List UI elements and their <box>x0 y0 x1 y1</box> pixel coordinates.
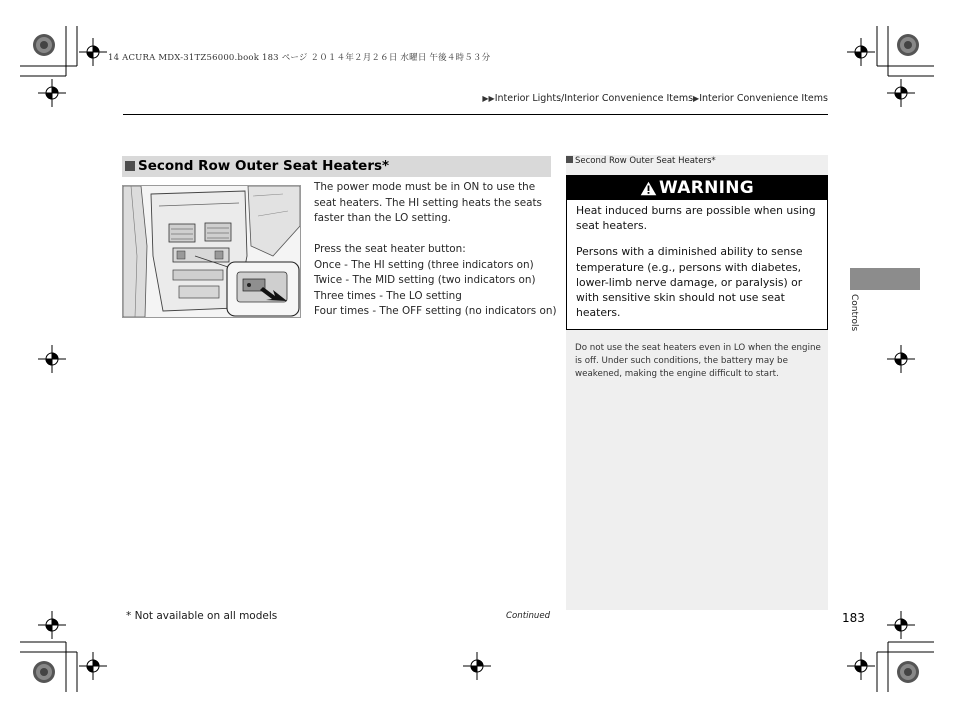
main-text-line: faster than the LO setting. <box>314 212 451 224</box>
chapter-tab-text: Controls <box>849 294 859 332</box>
breadcrumb-link-convenience[interactable]: Interior Convenience Items <box>699 93 828 104</box>
breadcrumb-arrows: ▶▶ <box>482 94 495 103</box>
main-text-line: seat heaters. The HI setting heats the seats <box>314 196 542 209</box>
main-text-line: Three times - The LO setting <box>314 289 462 302</box>
sidebar-heading-text: Second Row Outer Seat Heaters* <box>575 156 716 166</box>
warning-triangle-icon <box>640 181 657 196</box>
seat-heater-drawing <box>123 186 300 317</box>
main-instructions <box>314 180 557 320</box>
section-heading-bar <box>122 156 551 177</box>
warning-header <box>567 176 827 200</box>
main-text-line: Press the seat heater button: <box>314 243 466 255</box>
chapter-tab[interactable] <box>850 268 920 290</box>
chapter-tab-label <box>845 290 865 350</box>
main-text-line: Once - The HI setting (three indicators on) <box>314 258 534 271</box>
page-number: 183 <box>842 611 865 625</box>
warning-paragraph: Heat induced burns are possible when using seat heaters. <box>576 204 816 233</box>
sidebar-note: Do not use the seat heaters even in LO when the engine is off. Under such conditions, the battery may be weakened, making the engine difficult to start. <box>575 343 821 379</box>
header-rule <box>123 114 828 115</box>
breadcrumb <box>482 93 828 104</box>
warning-label: WARNING <box>658 178 755 198</box>
section-title: Second Row Outer Seat Heaters* <box>138 158 390 174</box>
main-text-line: Four times - The OFF setting (no indicators on) <box>314 305 557 317</box>
print-info-line: 14 ACURA MDX-31TZ56000.book 183 ページ ２０１４年２月２６日 水曜日 午後４時５３分 <box>108 53 491 63</box>
main-text-line: The power mode must be in ON to use the <box>314 181 536 193</box>
warning-box <box>566 175 828 330</box>
sidebar-heading <box>566 156 716 166</box>
breadcrumb-link-lights[interactable]: Interior Lights/Interior Convenience Items <box>494 93 694 104</box>
warning-text <box>576 203 822 331</box>
footnote: * Not available on all models <box>126 610 278 622</box>
continued-label: Continued <box>506 611 551 621</box>
main-text-line: Twice - The MID setting (two indicators on) <box>314 274 536 286</box>
breadcrumb-separator: ▶ <box>693 94 700 103</box>
warning-paragraph: Persons with a diminished ability to sense temperature (e.g., persons with diabetes, lower-limb nerve damage, or paralysis) or with sensitive skin should not use seat heaters. <box>576 245 803 320</box>
section-square-icon <box>125 161 135 171</box>
seat-heater-illustration <box>122 185 301 318</box>
sidebar-square-icon <box>566 156 573 163</box>
